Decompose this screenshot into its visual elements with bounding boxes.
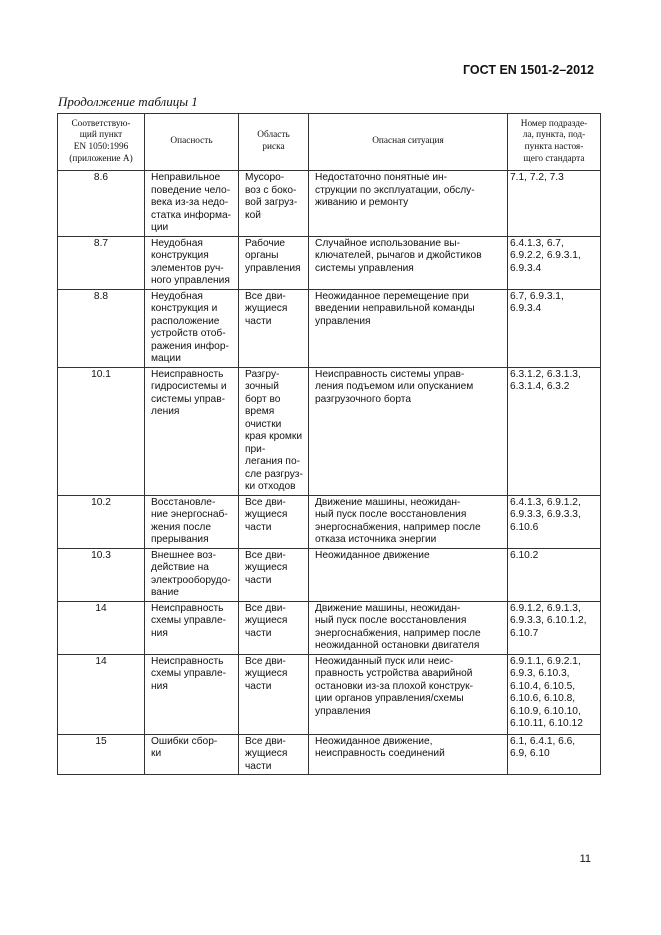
row-risk-area: Рабочие органы управления — [239, 236, 309, 289]
row-situation: Случайное использование вы- ключателей, рычагов и джойстиков системы управления — [309, 236, 508, 289]
row-situation: Движение машины, неожидан- ный пуск после восстановления энергоснабжения, например после отказа источника энергии — [309, 495, 508, 548]
table-row — [58, 367, 601, 495]
row-standard-ref: 6.10.2 — [508, 548, 601, 601]
row-standard-ref: 6.9.1.2, 6.9.1.3, 6.9.3.3, 6.10.1.2, 6.10.7 — [508, 601, 601, 654]
row-risk-area: Все дви- жущиеся части — [239, 601, 309, 654]
table-row — [58, 601, 601, 654]
table-row — [58, 495, 601, 548]
row-clause-number: 14 — [58, 654, 145, 734]
table-row — [58, 548, 601, 601]
row-risk-area: Все дви- жущиеся части — [239, 734, 309, 775]
row-clause-number: 14 — [58, 601, 145, 654]
row-situation: Недостаточно понятные ин- струкции по эксплуатации, обслу- живанию и ремонту — [309, 171, 508, 237]
row-hazard: Внешнее воз- действие на электрооборудо- вание — [145, 548, 239, 601]
hazards-table — [57, 113, 601, 775]
col-header-en-clause: Соответствую- щий пункт EN 1050:1996 (приложение А) — [58, 114, 145, 171]
table-continuation-caption: Продолжение таблицы 1 — [58, 94, 198, 109]
col-header-risk-area: Область риска — [239, 114, 309, 171]
table-row — [58, 654, 601, 734]
table-row — [58, 289, 601, 367]
row-situation: Неожиданное движение — [309, 548, 508, 601]
row-hazard: Неисправность схемы управле- ния — [145, 654, 239, 734]
row-standard-ref: 6.4.1.3, 6.9.1.2, 6.9.3.3, 6.9.3.3, 6.10.6 — [508, 495, 601, 548]
row-clause-number: 10.3 — [58, 548, 145, 601]
row-situation: Неисправность системы управ- ления подъемом или опусканием разгрузочного борта — [309, 367, 508, 495]
row-hazard: Восстановле- ние энергоснаб- жения после прерывания — [145, 495, 239, 548]
col-header-hazard: Опасность — [145, 114, 239, 171]
table-row — [58, 236, 601, 289]
row-clause-number: 10.1 — [58, 367, 145, 495]
row-clause-number: 15 — [58, 734, 145, 775]
row-risk-area: Все дви- жущиеся части — [239, 548, 309, 601]
row-risk-area: Мусоро- воз с боко- вой загруз- кой — [239, 171, 309, 237]
row-standard-ref: 6.4.1.3, 6.7, 6.9.2.2, 6.9.3.1, 6.9.3.4 — [508, 236, 601, 289]
row-standard-ref: 6.9.1.1, 6.9.2.1, 6.9.3, 6.10.3, 6.10.4, 6.10.5, 6.10.6, 6.10.8, 6.10.9, 6.10.10, 6.10.11, 6.10.12 — [508, 654, 601, 734]
row-hazard: Неправильное поведение чело- века из-за недо- статка информа- ции — [145, 171, 239, 237]
row-hazard: Неисправность гидросистемы и системы управ- ления — [145, 367, 239, 495]
table-row — [58, 734, 601, 775]
row-risk-area: Все дви- жущиеся части — [239, 654, 309, 734]
row-clause-number: 8.7 — [58, 236, 145, 289]
row-standard-ref: 6.3.1.2, 6.3.1.3, 6.3.1.4, 6.3.2 — [508, 367, 601, 495]
row-hazard: Неисправность схемы управле- ния — [145, 601, 239, 654]
row-hazard: Неудобная конструкция и расположение устройств отоб- ражения инфор- мации — [145, 289, 239, 367]
standard-designation: ГОСТ EN 1501-2–2012 — [463, 63, 594, 77]
row-standard-ref: 7.1, 7.2, 7.3 — [508, 171, 601, 237]
table-row — [58, 171, 601, 237]
row-standard-ref: 6.1, 6.4.1, 6.6, 6.9, 6.10 — [508, 734, 601, 775]
row-situation: Движение машины, неожидан- ный пуск после восстановления энергоснабжения, например после неожиданной остановки двигателя — [309, 601, 508, 654]
row-situation: Неожиданное движение, неисправность соединений — [309, 734, 508, 775]
col-header-standard-ref: Номер подразде- ла, пункта, под- пункта настоя- щего стандарта — [508, 114, 601, 171]
row-situation: Неожиданный пуск или неис- правность устройства аварийной остановки из-за плохой конструк- ции органов управления/схемы управления — [309, 654, 508, 734]
row-situation: Неожиданное перемещение при введении неправильной команды управления — [309, 289, 508, 367]
row-hazard: Ошибки сбор- ки — [145, 734, 239, 775]
row-risk-area: Все дви- жущиеся части — [239, 289, 309, 367]
row-clause-number: 10.2 — [58, 495, 145, 548]
row-risk-area: Разгру- зочный борт во время очистки края кромки при- легания по- сле разгруз- ки отходов — [239, 367, 309, 495]
col-header-situation: Опасная ситуация — [309, 114, 508, 171]
row-clause-number: 8.6 — [58, 171, 145, 237]
page-number: 11 — [579, 853, 591, 865]
table-header-row — [58, 114, 601, 171]
row-standard-ref: 6.7, 6.9.3.1, 6.9.3.4 — [508, 289, 601, 367]
row-risk-area: Все дви- жущиеся части — [239, 495, 309, 548]
row-clause-number: 8.8 — [58, 289, 145, 367]
row-hazard: Неудобная конструкция элементов руч- ного управления — [145, 236, 239, 289]
